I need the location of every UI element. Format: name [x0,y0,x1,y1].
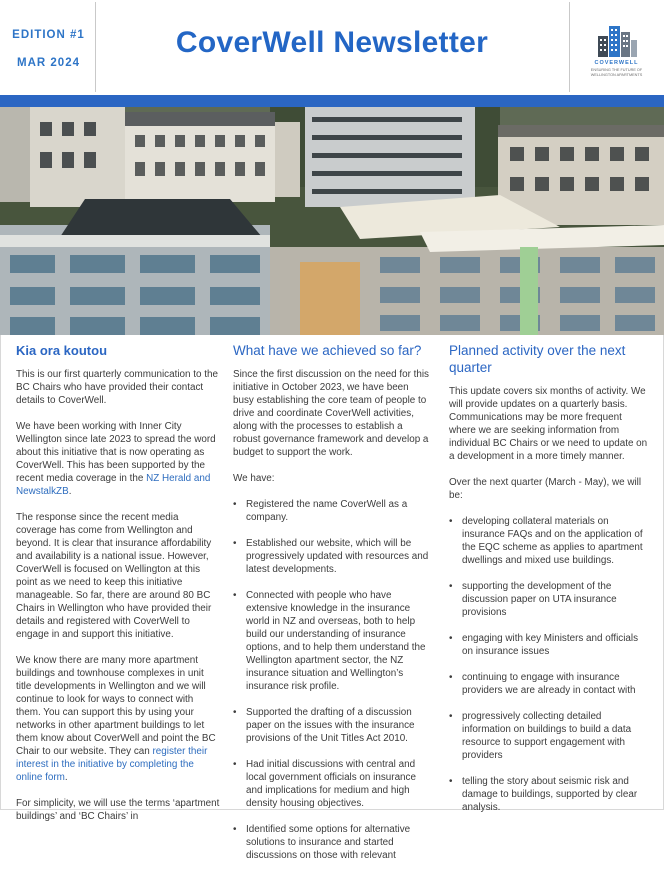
paragraph-inner-city: We have been working with Inner City Wellington since late 2023 to spread the word about this initiative that is now operating as CoverWell. This has been supported by the recent media coverage in the NZ Herald and NewstalkZB. [16,421,216,497]
paragraph-intro: This is our first quarterly communication to the BC Chairs who have provided their contact details to CoverWell. [16,369,218,406]
register-interest-link[interactable]: register their interest in the initiative by completing the online form [16,746,208,783]
paragraph-networks: We know there are many more apartment buildings and townhouse complexes in unit title developments in Wellington and we will continue to look for ways to connect with them. You can support this by using your networks in other apartment buildings to let them know about CoverWell and point the BC Chair to our website. They can register their interest in the initiative by completing the online form. [16,655,216,783]
buildings-logo-icon [596,22,638,58]
achievements-list [233,498,431,862]
photo-illustration [0,107,664,335]
list-item: • engaging with key Ministers and officials on insurance issues [462,632,649,658]
header-blue-bar [0,95,664,107]
list-item: • progressively collecting detailed information on buildings to build a data resource to support engagement with providers [462,710,649,762]
list-item: • developing collateral materials on insurance FAQs and on the application of the EQC scheme as applies to apartment dwellings and mixed use buildings. [462,515,649,567]
column-planned [449,342,649,827]
edition-box [2,2,96,92]
nz-herald-link[interactable]: NZ Herald and NewstalkZB [16,473,211,497]
heading-achieved: What have we achieved so far? [233,343,422,358]
list-item: • Identified some options for alternative solutions to insurance and started discussions on those with relevant [246,823,431,862]
paragraph-update-covers: This update covers six months of activity. We will provide updates on a quarterly basis. Communications may be more frequent where we are seeking information from individual BC Chairs or we need to update on a development in a more timely manner. [449,386,648,462]
list-item: • Had initial discussions with central and local government officials on insurance and implications for medium and high density housing objectives. [246,758,431,810]
paragraph-response: The response since the recent media coverage has come from Wellington and beyond. It is clear that insurance affordability and availability is a national issue. However, CoverWell is focused on Wellington at this point as we need to keep this initiative manageable. So far, there are around 80 BC Chairs in Wellington who have provided their details and registered with CoverWell to engage in and support this initiative. [16,512,212,640]
list-item: • Supported the drafting of a discussion paper on the issues with the insurance provisions of the Unit Titles Act 2010. [246,706,431,745]
list-item: • telling the story about seismic risk and damage to buildings, supported by clear analysis. [462,775,649,814]
paragraph-since: Since the first discussion on the need for this initiative in October 2023, we have been busy establishing the core team of people to drive and coordinate CoverWell activities, along with the processes to establish a robust governance framework and develop a budget to support the work. [233,369,429,458]
list-item: • supporting the development of the discussion paper on UTA insurance provisions [462,580,649,619]
heading-planned: Planned activity over the next quarter [449,343,626,375]
paragraph-next-quarter: Over the next quarter (March - May), we will be: [449,477,642,501]
list-item: • Registered the name CoverWell as a company. [246,498,431,524]
edition-label: EDITION #1 [12,29,85,41]
newsletter-title: CoverWell Newsletter [175,26,489,59]
newsletter-header [0,0,664,95]
paragraph-terms: For simplicity, we will use the terms ‘apartment buildings’ and ‘BC Chairs’ in [16,798,220,822]
coverwell-logo [569,2,663,92]
logo-tagline: ENSURING THE FUTURE OF WELLINGTON APARTMENTS [590,68,643,77]
heading-kia-ora: Kia ora koutou [16,343,108,358]
list-item: • Established our website, which will be progressively updated with resources and latest developments. [246,537,431,576]
column-kia-ora [16,342,220,836]
apartment-buildings-photo [0,107,664,335]
list-item: • Connected with people who have extensive knowledge in the insurance world in NZ and overseas, both to help build our understanding of insurance options, and to help them understand the Wellington apartment sector, the NZ insurance situation and Wellington’s insurance risk profile. [246,589,431,693]
column-achieved [233,342,431,875]
paragraph-we-have: We have: [233,473,275,484]
edition-date: MAR 2024 [17,57,80,69]
logo-wordmark: COVERWELL [594,60,639,66]
list-item: • continuing to engage with insurance providers we are already in contact with [462,671,649,697]
planned-list [449,515,649,814]
